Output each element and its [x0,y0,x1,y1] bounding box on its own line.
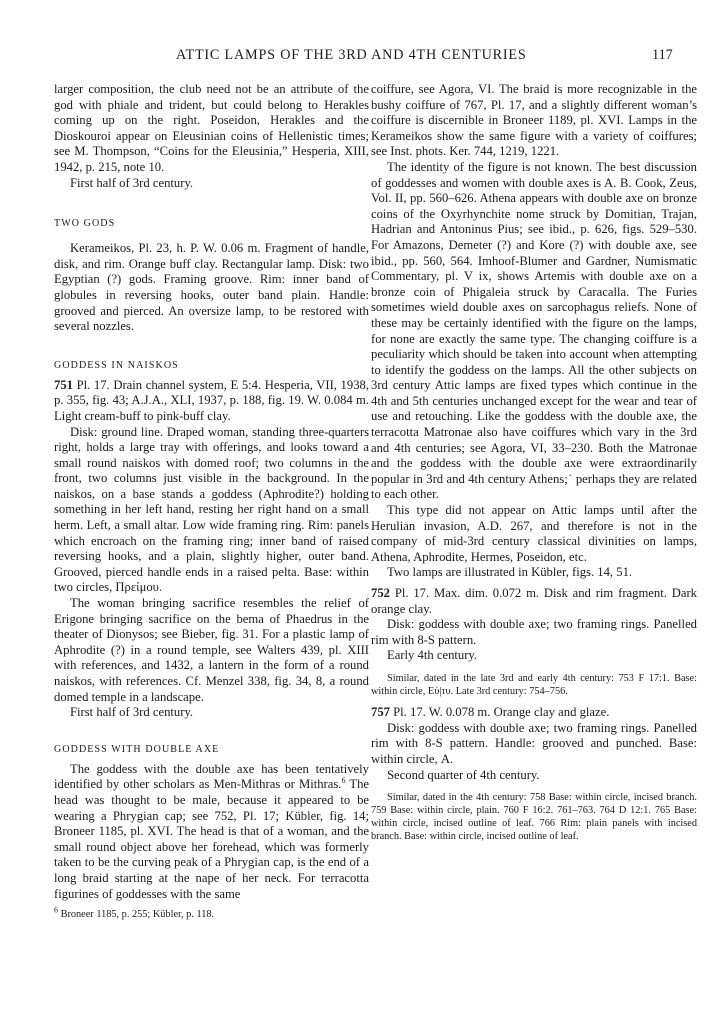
entry-752-text: Pl. 17. Max. dim. 0.072 m. Disk and rim fragment. Dark orange clay. [371,586,697,616]
entry-752-date: Early 4th century. [387,648,478,663]
entry-757-similar: Similar, dated in the 4th century: 758 Base: within circle, incised branch. 759 Base: within circle, plain. 760 F 16:2. 761–763. 764 D 12:1. 765 Base: within circle, incised outline of leaf. 766 Rim: plain panels with incised branch. Base: within circle, incised outline of leaf. [371,792,697,843]
section-heading-double-axe: GODDESS WITH DOUBLE AXE [54,743,220,755]
entry-757-text: Pl. 17. W. 0.078 m. Orange clay and glaze. [393,705,610,720]
entry-751-text: Pl. 17. Drain channel system, E 5:4. Hesperia, VII, 1938, p. 355, fig. 43; A.J.A., XLI, 1937, p. 188, fig. 19. W. 0.084 m. Light cream-buff to pink-buff clay. [54,377,369,423]
entry-757-disk: Disk: goddess with double axe; two framing rings. Panelled rim with 8-S pattern. Handle: grooved and punched. Base: within circle, Α. [371,720,697,766]
entry-752-similar: Similar, dated in the late 3rd and early 4th century: 753 F 17:1. Base: within circle, Εὐ|τυ. Late 3rd century: 754–756. [371,672,697,698]
catalogue-entry-752 [371,586,697,617]
right-column [371,82,697,844]
section-heading-naiskos: GODDESS IN NAISKOS [54,359,179,371]
left-column [54,82,369,921]
double-axe-text-a: The goddess with the double axe has been tentatively identified by other scholars as Men-Mithras or Mithras. [54,761,369,792]
entry-751-disk: Disk: ground line. Draped woman, standing three-quarters right, holds a large tray with offerings, and looks toward a small round naiskos with domed roof; two columns in the front, two columns just visible in the background. In the naiskos, on a base stands a goddess (Aphrodite?) holding something in her left hand, resting her right hand on a small herm. Left, a small altar. Low wide framing ring. Rim: panels which encroach on the framing ring; inner band of raised reversing hooks, and a plain, slightly higher, outer band. Grooved, pierced handle ends in a raised pelta. Base: within two circles, Πρείμου. [54,424,369,595]
entry-757-date: Second quarter of 4th century. [387,767,540,782]
double-axe-paragraph [54,762,369,902]
footnote-ref: 6 [341,776,346,786]
entry-752-disk: Disk: goddess with double axe; two framing rings. Panelled rim with 8-S pattern. [371,617,697,647]
intro-paragraph: larger composition, the club need not be an attribute of the god with phiale and trident, but could belong to Herakles coming up on the right. Poseidon, Herakles and the Dioskouroi appear on Eleusinian coins of Hellenistic times; see M. Thompson, “Coins for the Eleusinia,” Hesperia, XIII, 1942, p. 215, note 10. [54,82,369,174]
entry-number-751: 751 [54,377,73,392]
coiffure-paragraph: coiffure, see Agora, VI. The braid is more recognizable in the bushy coiffure of 767, Pl. 17, and a slightly different woman’s coiffure is discernible in Broneer 1189, pl. XVI. Lamps in the Kerameikos show the same figure with a variety of coiffures; see Inst. phots. Ker. 744, 1219, 1221. [371,82,697,159]
kubler-paragraph: Two lamps are illustrated in Kübler, figs. 14, 51. [387,565,633,580]
intro-date: First half of 3rd century. [70,175,194,190]
type-paragraph: This type did not appear on Attic lamps until after the Herulian invasion, A.D. 267, and therefore is not in the company of mid-3rd century classical divinities on lamps, Athena, Aphrodite, Hermes, Poseidon, etc. [371,503,697,564]
footnote-mark: 6 [54,905,58,915]
catalogue-entry-757 [371,705,697,721]
entry-number-757: 757 [371,705,390,720]
identity-paragraph: The identity of the figure is not known. The best discussion of goddesses and women with double axes is A. B. Cook, Zeus, Vol. II, pp. 560–626. Athena appears with double axe on bronze coins of the Oxyrhynchite nome struck by Domitian, Trajan, Hadrian and Antoninus Pius; see ibid., p. 626, figs. 529–530. For Amazons, Demeter (?) and Kore (?) with double axe, see ibid., pp. 560, 564. Imhoof-Blumer and Gardner, Numismatic Commentary, pl. V ix, shows Artemis with double axe on a bronze coin of Phigaleia struck by Caracalla. The Furies sometimes wield double axes on sarcophagus reliefs. None of these may be certainly identified with the figure on the lamps, for none are exactly the same type. The changing coiffure is a peculiarity which should be taken into account when attempting to identify the goddess on the lamps. All the other subjects on 3rd century Attic lamps are fixed types which continue in the 4th and 5th centuries unchanged except for the wear and tear of use and retouching. Like the goddess with the double axe, the terracotta Matronae also have coiffures which vary in the 3rd and 4th centuries; see Agora, VI, 33–230. Both the Matronae and the goddess with the double axe were extraordinarily popular in 3rd and 4th century Athens;˙ perhaps they are related to each other. [371,159,697,502]
running-title: ATTIC LAMPS OF THE 3RD AND 4TH CENTURIES [176,47,527,63]
entry-number-752: 752 [371,586,390,600]
page-number: 117 [652,47,673,63]
footnote-text: Broneer 1185, p. 255; Kübler, p. 118. [60,909,215,921]
entry-751-commentary: The woman bringing sacrifice resembles the relief of Erigone bringing sacrifice on the bema of Phaedrus in the theater of Dionysos; see Bieber, fig. 31. For a plastic lamp of Aphrodite (?) in a round temple, see Walters 439, pl. XIII with references, and 1432, a lantern in the form of a round naiskos, with references. Cf. Menzel 338, fig. 34, 8, a round domed temple in a landscape. [54,596,369,704]
double-axe-text-b: The head was thought to be male, because it appeared to be wearing a Phrygian cap; see 752, Pl. 17; Kübler, fig. 14; Broneer 1185, pl. XVI. The head is that of a woman, and the small round object above her forehead, which was formerly taken to be the curving peak of a Phrygian cap, is the end of a long braid starting at the nape of her neck. For terracotta figurines of goddesses with the same [54,777,369,901]
section-heading-two-gods: TWO GODS [54,218,116,230]
footnote [54,905,369,921]
two-gods-entry: Kerameikos, Pl. 23, h. P. W. 0.06 m. Fragment of handle, disk, and rim. Orange buff clay. Rectangular lamp. Disk: two Egyptian (?) gods. Framing groove. Rim: inner band of globules in reversing hooks, outer band plain. Handle: grooved and pierced. An oversize lamp, to be restored with several nozzles. [54,241,369,334]
entry-751-date: First half of 3rd century. [70,705,194,720]
catalogue-entry-751 [54,378,369,425]
